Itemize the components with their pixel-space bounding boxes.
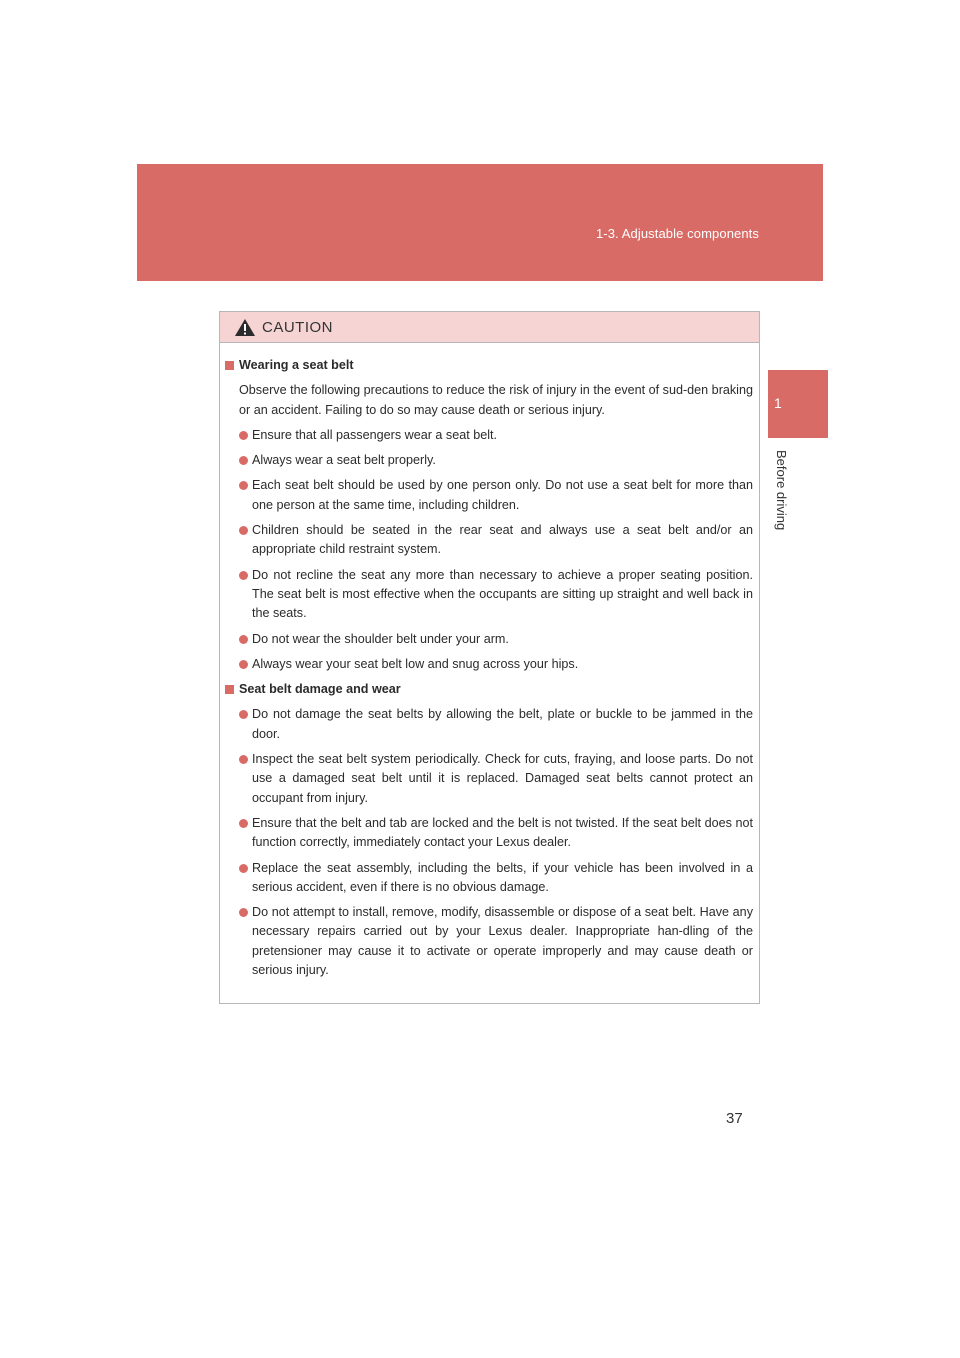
list-item [225, 521, 753, 560]
list-item-text: Inspect the seat belt system periodically. Check for cuts, fraying, and loose parts. Do not use a damaged seat belt until it is replaced. Damaged seat belts cannot protect an occupant from injury. [252, 752, 753, 805]
list-item [225, 903, 753, 980]
round-bullet-icon [239, 526, 248, 535]
list-item-text: Do not recline the seat any more than necessary to achieve a proper seating position. The seat belt is most effective when the occupants are sitting up straight and well back in the seats. [252, 567, 753, 621]
caution-header [220, 312, 759, 343]
chapter-label: Before driving [774, 450, 789, 531]
list-item-text: Always wear your seat belt low and snug across your hips. [252, 656, 579, 671]
list-item-text: Do not wear the shoulder belt under your arm. [252, 631, 509, 646]
section-heading [225, 680, 753, 699]
section-heading-text: Seat belt damage and wear [239, 682, 401, 697]
page-number: 37 [726, 1110, 743, 1127]
list-item [225, 705, 753, 744]
list-item [225, 426, 753, 445]
header-band [137, 164, 823, 281]
list-item [225, 566, 753, 624]
round-bullet-icon [239, 431, 248, 440]
round-bullet-icon [239, 660, 248, 669]
round-bullet-icon [239, 710, 248, 719]
list-item [225, 451, 753, 470]
section-intro: Observe the following precautions to reduce the risk of injury in the event of sud-den braking or an accident. Failing to do so may cause death or serious injury. [239, 383, 753, 417]
list-item-text: Do not damage the seat belts by allowing the belt, plate or buckle to be jammed in the door. [252, 707, 753, 741]
round-bullet-icon [239, 819, 248, 828]
list-item-text: Always wear a seat belt properly. [252, 453, 436, 468]
chapter-tab [768, 370, 828, 438]
round-bullet-icon [239, 481, 248, 490]
round-bullet-icon [239, 635, 248, 644]
section-heading-text: Wearing a seat belt [239, 358, 354, 372]
chapter-number: 1 [774, 395, 782, 411]
list-item [225, 859, 753, 898]
round-bullet-icon [239, 571, 248, 580]
list-item-text: Ensure that all passengers wear a seat belt. [252, 427, 498, 442]
list-item-text: Do not attempt to install, remove, modify, disassemble or dispose of a seat belt. Have any necessary repairs carried out by your Lexus dealer. Inappropriate han-dling of the pretensioner may cause it to activate or operate improperly and may cause death or serious injury. [252, 905, 753, 978]
list-item [225, 476, 753, 515]
list-item [225, 630, 753, 649]
caution-content [220, 343, 759, 980]
round-bullet-icon [239, 755, 248, 764]
square-bullet-icon [225, 361, 234, 370]
list-item-text: Replace the seat assembly, including the belts, if your vehicle has been involved in a serious accident, even if there is no obvious damage. [252, 860, 753, 894]
section-title: 1-3. Adjustable components [595, 226, 759, 241]
list-item-text: Each seat belt should be used by one person only. Do not use a seat belt for more than one person at the same time, including children. [252, 478, 753, 512]
round-bullet-icon [239, 456, 248, 465]
list-item [225, 814, 753, 853]
list-item-text: Ensure that the belt and tab are locked and the belt is not twisted. If the seat belt does not function correctly, immediately contact your Lexus dealer. [252, 815, 753, 850]
section-heading [225, 356, 753, 375]
list-item-text: Children should be seated in the rear seat and always use a seat belt and/or an appropriate child restraint system. [252, 523, 753, 557]
square-bullet-icon [225, 685, 234, 694]
caution-box [219, 311, 760, 1004]
round-bullet-icon [239, 908, 248, 917]
list-item [225, 655, 753, 674]
caution-title: CAUTION [262, 319, 333, 336]
round-bullet-icon [239, 864, 248, 873]
warning-triangle-icon [234, 318, 256, 337]
list-item [225, 750, 753, 808]
